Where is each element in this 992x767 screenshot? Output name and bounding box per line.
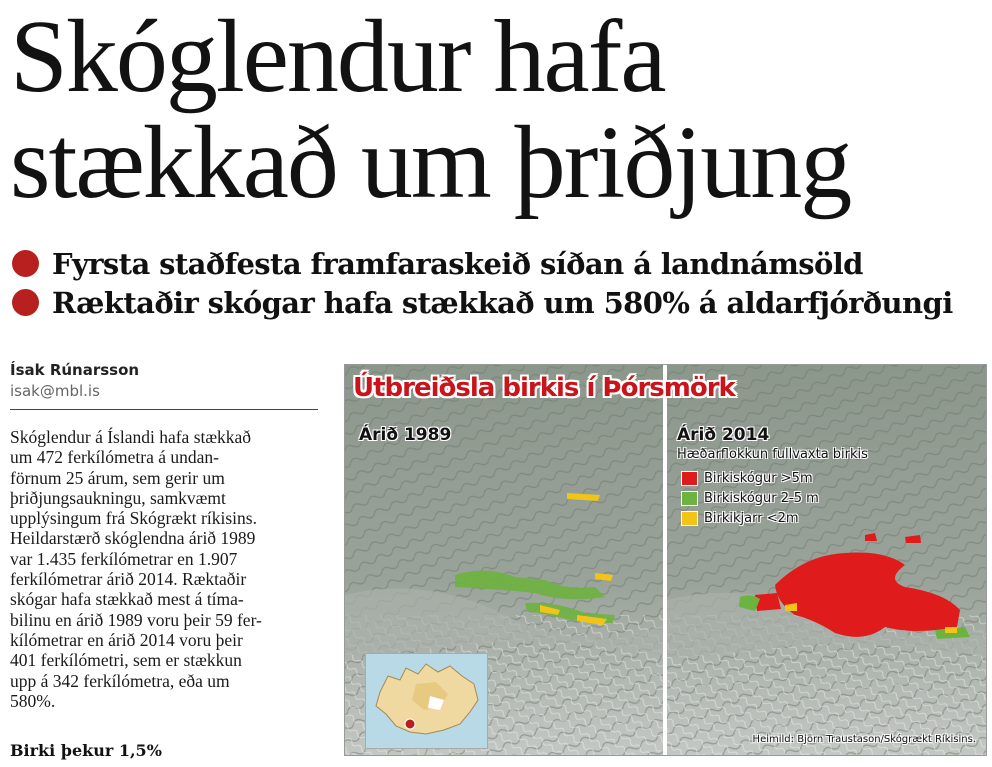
body-line: 580%. [10, 690, 56, 711]
divider [10, 409, 318, 410]
headline-line-1: Skóglendur hafa [10, 0, 665, 114]
headline [10, 0, 985, 220]
headline-line-2: stækkað um þriðjung [10, 105, 851, 220]
body-line: bilinu en árið 1989 voru þeir 59 fer- [10, 609, 262, 630]
legend-swatch [681, 491, 698, 506]
bullet-text-2: Ræktaðir skógar hafa stækkað um 580% á aldarfjórðungi [52, 285, 953, 320]
body-line: þriðjungsaukningu, samkvæmt [10, 487, 226, 508]
year-label-2014: Árið 2014 [677, 425, 770, 445]
byline [10, 361, 318, 400]
author-name: Ísak Rúnarsson [10, 361, 140, 379]
body-line: skógar hafa stækkað mest á tíma- [10, 589, 244, 610]
iceland-locator-map [365, 653, 488, 749]
body-line: Heildarstærð skóglendna árið 1989 [10, 528, 256, 549]
legend-label: Birkikjarr <2m [704, 510, 799, 526]
author-email[interactable]: isak@mbl.is [10, 382, 100, 400]
bullet-item-1 [12, 244, 987, 283]
graphic-title: Útbreiðsla birkis í Þórsmörk [353, 373, 735, 403]
bullet-item-2 [12, 283, 987, 322]
bullet-text-1: Fyrsta staðfesta framfaraskeið síðan á landnámsöld [52, 246, 863, 281]
body-line: ferkílómetrar árið 2014. Ræktaðir [10, 569, 247, 590]
map-legend [677, 447, 868, 528]
body-line: 401 ferkílómetri, sem er stækkun [10, 650, 242, 671]
legend-label: Birkiskógur >5m [704, 470, 813, 486]
legend-title: Hæðarflokkun fullvaxta birkis [677, 447, 868, 462]
body-line: Skóglendur á Íslandi hafa stækkað [10, 427, 252, 447]
birch-map-graphic [344, 364, 987, 756]
body-line: kílómetrar en árið 2014 voru þeir [10, 629, 243, 650]
legend-swatch [681, 471, 698, 486]
body-line: var 1.435 ferkílómetrar en 1.907 [10, 548, 238, 569]
legend-label: Birkiskógur 2-5 m [704, 490, 819, 506]
article-subhead: Birki þekur 1,5% [10, 741, 162, 760]
red-bullet-icon [12, 289, 39, 316]
body-line: förnum 25 árum, sem gerir um [10, 467, 225, 488]
source-credit: Heimild: Björn Traustason/Skógrækt Ríkisins. [752, 734, 976, 745]
body-line: um 472 ferkílómetra á undan- [10, 447, 219, 468]
article-body [10, 427, 318, 711]
body-line: upp á 342 ferkílómetra, eða um [10, 670, 230, 691]
iceland-outline-icon [366, 654, 489, 750]
body-line: upplýsingum frá Skógrækt ríkisins. [10, 508, 257, 529]
red-bullet-icon [12, 250, 39, 277]
legend-item [681, 468, 868, 488]
bullet-list [12, 244, 987, 322]
legend-item [681, 508, 868, 528]
legend-item [681, 488, 868, 508]
year-label-1989: Árið 1989 [359, 425, 452, 445]
legend-swatch [681, 511, 698, 526]
